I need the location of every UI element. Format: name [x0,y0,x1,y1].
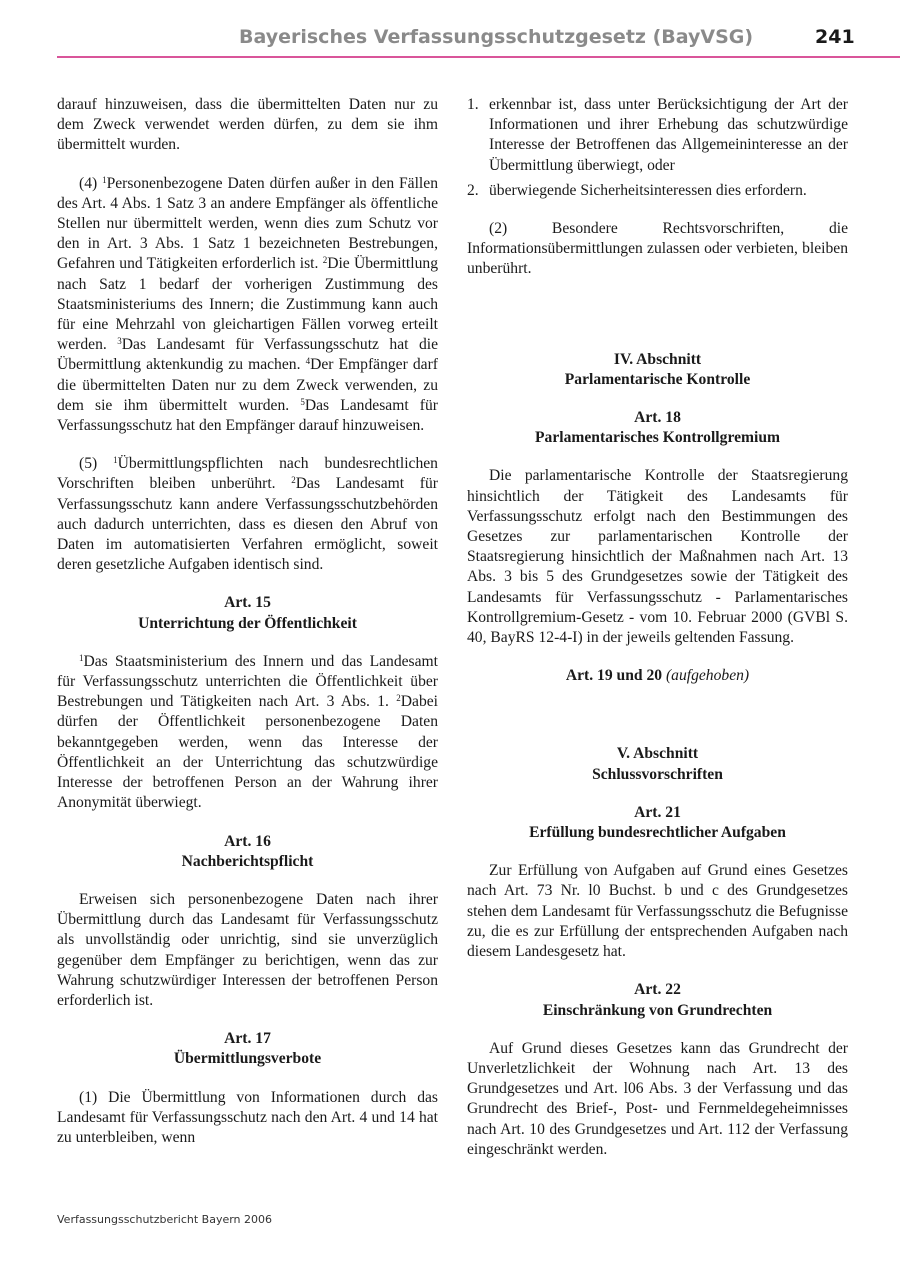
page-number: 241 [815,26,855,48]
article-15-text: $^1$Das Staatsministerium des Innern und das Landesamt für Verfassungsschutz unterrichten die Öffentlichkeit über Bestrebungen und Tätigkeiten nach Art. 3 Abs. 1. $^2$Dabei dürfen der Öffentlichkeit personenbezogene Daten bekanntgegeben werden, wenn das Interesse der Öffentlichkeit an der Unterrichtung das schutzwürdige Interesse der betroffenen Person an der Wahrung ihrer Anonymität überwiegt. [57,652,438,812]
article-21-text: Zur Erfüllung von Aufgaben auf Grund eines Gesetzes nach Art. 73 Nr. l0 Buchst. b und c des Grundgesetzes stehen dem Landesamt für Verfassungsschutz die Befugnisse zu, die es zur Erfüllung der entsprechenden Aufgaben nach diesem Landesgesetz hat. [467,862,848,961]
page-footer: Verfassungsschutzbericht Bayern 2006 [57,1213,273,1226]
section-subtitle: Parlamentarische Kontrolle [564,370,751,388]
article-title: Einschränkung von Grundrechten [542,1001,773,1019]
paragraph-5: (5) $^1$Übermittlungspflichten nach bundesrechtlichen Vorschriften bleiben unberührt. $^2$Das Landesamt für Verfassungsschutz kann andere Verfassungsschutzbehörden auch dadurch unterrichten, dass es diesen den Abruf von Daten im automatisierten Verfahren ermöglicht, soweit deren gesetzliche Aufgaben identisch sind. [57,455,438,574]
right-column [467,95,848,1178]
section-title: V. Abschnitt [616,745,699,763]
article-16-text: Erweisen sich personenbezogene Daten nach ihrer Übermittlung durch das Landesamt für Verfassungsschutz als unvollständig oder unrichtig, sind sie unverzüglich gegenüber dem Empfänger zu berichtigen, wenn das zur Wahrung schutzwürdiger Interessen der betroffenen Person erforderlich ist. [57,890,438,1009]
paragraph-number: (4) [79,174,98,192]
paragraph-number: (5) [79,455,98,473]
article-15-heading [57,593,438,633]
list-number: 1. [467,96,479,113]
article-title: Parlamentarisches Kontrollgremium [535,429,780,447]
sentence: Das Landesamt für Verfassungsschutz hat die Übermittlung aktenkundig zu machen. [57,336,438,374]
list-item [467,95,848,176]
article-number: Art. 22 [634,981,681,999]
article-title: Unterrichtung der Öffentlichkeit [138,614,357,632]
article-18-text: Die parlamentarische Kontrolle der Staatsregierung hinsichtlich der Tätigkeit des Landesamts für Verfassungsschutz erfolgt nach den Bestimmungen des Gesetzes zur parlamentarischen Kontrolle der Staatsregierung hinsichtlich der Maßnahmen nach Art. 13 Abs. 3 bis 5 des Grundgesetzes sowie der Tätigkeit des Landesamts für Verfassungsschutz - Parlamentarisches Kontrollgremium-Gesetz - vom 10. Februar 2000 (GVBl S. 40, BayRS 12-4-I) in der jeweils geltenden Fassung. [467,467,848,647]
section-v-heading [467,744,848,784]
sentence: Personenbezogene Daten dürfen außer in den Fällen des Art. 4 Abs. 1 Satz 3 an andere Empfänger als öffentliche Stellen nur übermittelt werden, wenn dies zum Schutz vor den in Art. 3 Abs. 1 Satz 1 bezeichneten Bestrebungen, Gefahren und Tätigkeiten erforderlich ist. [57,174,438,273]
article-title: Erfüllung bundesrechtlicher Aufgaben [529,824,786,842]
article-21-heading [467,803,848,843]
article-number: Art. 18 [634,409,681,427]
sentence: Das Landesamt für Verfassungsschutz kann andere Verfassungsschutzbehörden auch dadurch unterrichten, dass es diesen den Abruf von Daten im automatisierten Verfahren ermöglicht, soweit deren gesetzliche Aufgaben identisch sind. [57,475,438,574]
running-title: Bayerisches Verfassungsschutzgesetz (BayVSG) [239,26,754,48]
article-number: Art. 17 [224,1030,271,1048]
page-header [57,26,900,58]
sentence: Die Übermittlung nach Satz 1 bedarf der vorherigen Zustimmung des Staatsministeriums des Innern; die Zustimmung kann auch für eine Mehrzahl von gleichartigen Fällen vorweg erteilt werden. [57,255,438,354]
section-title: IV. Abschnitt [613,350,702,368]
paragraph-4: (4) $^1$Personenbezogene Daten dürfen außer in den Fällen des Art. 4 Abs. 1 Satz 3 an andere Empfänger als öffentliche Stellen nur übermittelt werden, wenn dies zum Schutz vor den in Art. 3 Abs. 1 Satz 1 bezeichneten Bestrebungen, Gefahren und Tätigkeiten erforderlich ist. $^2$Die Übermittlung nach Satz 1 bedarf der vorherigen Zustimmung des Staatsministeriums des Innern; die Zustimmung kann auch für eine Mehrzahl von gleichartigen Fällen vorweg erteilt werden. $^3$Das Landesamt für Verfassungsschutz hat die Übermittlung aktenkundig zu machen. $^4$Der Empfänger darf die übermittelten Daten nur zu dem Zweck verwenden, zu dem sie ihm übermittelt wurden. $^5$Das Landesamt für Verfassungsschutz hat den Empfänger darauf hinzuweisen. [57,174,438,435]
article-18-heading [467,408,848,448]
article-number: Art. 21 [634,803,681,821]
list-text: überwiegende Sicherheitsinteressen dies erfordern. [489,181,807,199]
article-22-heading [467,980,848,1020]
article-17-paragraph-2: (2) Besondere Rechtsvorschriften, die Informationsübermittlungen zulassen oder verbieten, bleiben unberührt. [467,220,848,278]
article-17-heading [57,1029,438,1069]
article-16-heading [57,832,438,872]
article-number: Art. 19 und 20 [565,667,663,685]
article-17-paragraph-1: (1) Die Übermittlung von Informationen durch das Landesamt für Verfassungsschutz nach den Art. 4 und 14 hat zu unterbleiben, wenn [57,1088,438,1146]
article-22-text: Auf Grund dieses Gesetzes kann das Grundrecht der Unverletzlichkeit der Wohnung nach Art. 13 des Grundgesetzes und Art. l06 Abs. 3 der Verfassung und das Grundrecht des Brief-, Post- und Fernmeldegeheimnisses nach Art. 10 des Grundgesetzes und Art. 112 der Verfassung eingeschränkt werden. [467,1039,848,1158]
left-column [57,95,438,1166]
list-number: 2. [467,181,479,199]
article-number: Art. 15 [224,594,271,612]
sentence: Dabei dürfen der Öffentlichkeit personenbezogene Daten bekanntgegeben werden, wenn das Interesse der Öffentlichkeit an der Unterrichtung das schutzwürdige Interesse der betroffenen Person an der Wahrung ihrer Anonymität überwiegt. [57,693,438,812]
list-item [467,181,848,201]
section-subtitle: Schlussvorschriften [592,765,723,783]
paragraph-continuation: darauf hinzuweisen, dass die übermittelten Daten nur zu dem Zweck verwendet werden dürfen, zu dem sie ihm übermittelt wurden. [57,96,438,154]
sentence: Das Landesamt für Verfassungsschutz hat den Empfänger darauf hinzuweisen. [57,396,438,435]
sentence: Das Staatsministerium des Innern und das Landesamt für Verfassungsschutz unterrichten die Öffentlichkeit über Bestrebungen und Tätigkeiten nach Art. 3 Abs. 1. [57,652,438,711]
article-19-20-heading [467,666,848,686]
list-text: erkennbar ist, dass unter Berücksichtigung der Art der Informationen und ihrer Erhebung das schutzwürdige Interesse der Betroffenen das Allgemeininteresse an der Übermittlung überwiegt, oder [489,96,848,174]
article-title: Nachberichtspflicht [181,852,314,870]
section-iv-heading [467,350,848,390]
repealed-note: (aufgehoben) [665,667,750,685]
article-title: Übermittlungsverbote [173,1050,322,1068]
sentence: Übermittlungspflichten nach bundesrechtlichen Vorschriften bleiben unberührt. [57,455,438,493]
article-number: Art. 16 [224,832,271,850]
sentence: Der Empfänger darf die übermittelten Daten nur zu dem Zweck verwenden, zu dem sie ihm übermittelt wurden. [57,356,438,414]
